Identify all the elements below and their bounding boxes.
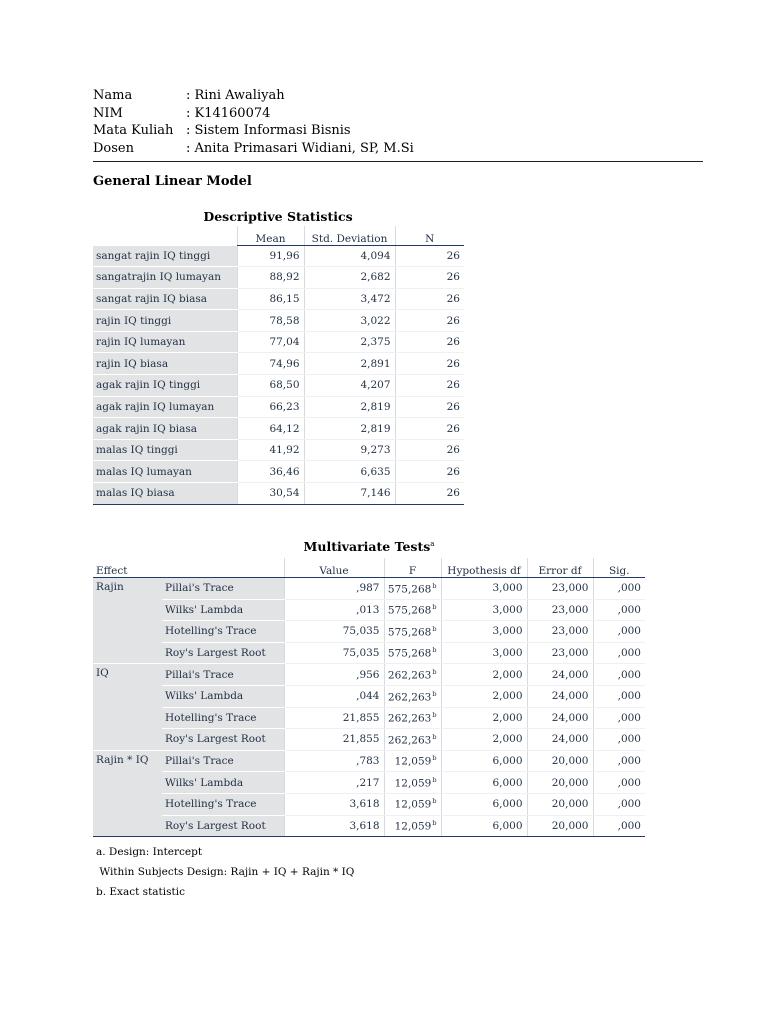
multivariate-title-text: Multivariate Tests: [303, 539, 431, 554]
cell-error-df: 20,000: [527, 772, 593, 794]
f-footnote-marker: b: [432, 603, 437, 612]
table-row: [93, 483, 464, 505]
f-value: 262,263: [387, 712, 432, 725]
cell-n: 26: [395, 310, 464, 332]
descriptive-title: Descriptive Statistics: [203, 209, 353, 224]
cell-mean: 66,23: [237, 396, 304, 418]
cell-error-df: 23,000: [527, 642, 593, 664]
cell-error-df: 20,000: [527, 750, 593, 772]
multivariate-header-row: [93, 558, 645, 578]
test-name: Roy's Largest Root: [162, 729, 284, 751]
cell-error-df: 20,000: [527, 793, 593, 815]
table-row: [93, 267, 464, 289]
header-label: Mata Kuliah: [93, 123, 174, 138]
cell-std-deviation: 4,094: [304, 246, 395, 267]
cell-f: [384, 642, 441, 664]
cell-sig: ,000: [593, 685, 645, 707]
cell-f: [384, 815, 441, 837]
cell-value: ,217: [284, 772, 384, 794]
header-value: : Anita Primasari Widiani, SP, M.Si: [186, 140, 414, 156]
cell-std-deviation: 3,472: [304, 288, 395, 310]
test-name: Hotelling's Trace: [162, 707, 284, 729]
blank-header: [93, 226, 237, 246]
table-row: [93, 418, 464, 440]
cell-mean: 64,12: [237, 418, 304, 440]
cell-value: ,044: [284, 685, 384, 707]
row-label: malas IQ biasa: [93, 483, 237, 505]
cell-value: 21,855: [284, 729, 384, 751]
cell-sig: ,000: [593, 729, 645, 751]
row-label: agak rajin IQ biasa: [93, 418, 237, 440]
cell-hypothesis-df: 6,000: [441, 815, 527, 837]
f-footnote-marker: b: [432, 797, 437, 806]
cell-hypothesis-df: 6,000: [441, 793, 527, 815]
cell-std-deviation: 2,891: [304, 353, 395, 375]
descriptive-statistics-table: [93, 226, 464, 505]
row-label: agak rajin IQ tinggi: [93, 375, 237, 397]
test-name: Roy's Largest Root: [162, 642, 284, 664]
cell-std-deviation: 3,022: [304, 310, 395, 332]
cell-f: [384, 750, 441, 772]
f-value: 262,263: [387, 669, 432, 682]
test-name: Wilks' Lambda: [162, 685, 284, 707]
row-label: agak rajin IQ lumayan: [93, 396, 237, 418]
table-row: [93, 685, 645, 707]
cell-error-df: 24,000: [527, 707, 593, 729]
cell-hypothesis-df: 3,000: [441, 599, 527, 621]
f-footnote-marker: b: [432, 646, 437, 655]
cell-n: 26: [395, 288, 464, 310]
row-label: sangat rajin IQ biasa: [93, 288, 237, 310]
f-value: 575,268: [387, 604, 432, 617]
header-row-nim: [93, 105, 703, 123]
cell-sig: ,000: [593, 621, 645, 643]
header-label: Dosen: [93, 140, 134, 156]
cell-mean: 86,15: [237, 288, 304, 310]
header-row-dosen: [93, 140, 703, 158]
f-footnote-marker: b: [432, 581, 437, 590]
cell-f: [384, 793, 441, 815]
cell-std-deviation: 2,375: [304, 331, 395, 353]
table-row: [93, 772, 645, 794]
f-value: 262,263: [387, 734, 432, 747]
table-row: [93, 396, 464, 418]
test-name: Roy's Largest Root: [162, 815, 284, 837]
cell-n: 26: [395, 461, 464, 483]
table-row: [93, 310, 464, 332]
col-n: N: [395, 226, 464, 246]
cell-mean: 74,96: [237, 353, 304, 375]
cell-f: [384, 599, 441, 621]
cell-value: 3,618: [284, 793, 384, 815]
table-row: [93, 750, 645, 772]
cell-f: [384, 772, 441, 794]
table-row: [93, 664, 645, 686]
table-row: [93, 353, 464, 375]
row-label: sangat rajin IQ tinggi: [93, 246, 237, 267]
cell-sig: ,000: [593, 772, 645, 794]
cell-value: 75,035: [284, 621, 384, 643]
cell-sig: ,000: [593, 707, 645, 729]
col-hypothesis-df: Hypothesis df: [441, 558, 527, 578]
cell-std-deviation: 2,819: [304, 418, 395, 440]
table-row: [93, 246, 464, 267]
cell-f: [384, 621, 441, 643]
cell-f: [384, 664, 441, 686]
cell-value: 21,855: [284, 707, 384, 729]
table-row: [93, 288, 464, 310]
table-row: [93, 461, 464, 483]
f-footnote-marker: b: [432, 711, 437, 720]
header-value: : K14160074: [186, 105, 271, 121]
header-value: : Rini Awaliyah: [186, 88, 285, 103]
cell-n: 26: [395, 331, 464, 353]
cell-n: 26: [395, 375, 464, 397]
col-f: F: [384, 558, 441, 578]
cell-mean: 88,92: [237, 267, 304, 289]
cell-n: 26: [395, 246, 464, 267]
row-label: sangatrajin IQ lumayan: [93, 267, 237, 289]
cell-f: [384, 578, 441, 600]
descriptive-header-row: [93, 226, 464, 246]
test-name: Hotelling's Trace: [162, 793, 284, 815]
cell-mean: 36,46: [237, 461, 304, 483]
cell-hypothesis-df: 6,000: [441, 772, 527, 794]
effect-label: IQ: [93, 664, 162, 750]
col-value: Value: [284, 558, 384, 578]
effect-label: Rajin * IQ: [93, 750, 162, 836]
cell-error-df: 20,000: [527, 815, 593, 837]
cell-value: ,783: [284, 750, 384, 772]
table-row: [93, 642, 645, 664]
table-row: [93, 578, 645, 600]
cell-n: 26: [395, 439, 464, 461]
row-label: rajin IQ tinggi: [93, 310, 237, 332]
cell-hypothesis-df: 2,000: [441, 707, 527, 729]
cell-std-deviation: 7,146: [304, 483, 395, 505]
cell-value: ,956: [284, 664, 384, 686]
table-row: [93, 599, 645, 621]
footnote-within-subjects: Within Subjects Design: Rajin + IQ + Rajin * IQ: [96, 866, 355, 878]
table-row: [93, 815, 645, 837]
cell-mean: 30,54: [237, 483, 304, 505]
f-value: 575,268: [387, 647, 432, 660]
row-label: malas IQ lumayan: [93, 461, 237, 483]
table-row: [93, 729, 645, 751]
multivariate-tests-table: [93, 558, 645, 837]
col-mean: Mean: [237, 226, 304, 246]
cell-f: [384, 685, 441, 707]
cell-hypothesis-df: 2,000: [441, 685, 527, 707]
cell-error-df: 23,000: [527, 599, 593, 621]
cell-f: [384, 707, 441, 729]
col-std-deviation: Std. Deviation: [304, 226, 395, 246]
f-value: 575,268: [387, 583, 432, 596]
cell-std-deviation: 6,635: [304, 461, 395, 483]
cell-hypothesis-df: 3,000: [441, 621, 527, 643]
cell-sig: ,000: [593, 815, 645, 837]
cell-f: [384, 729, 441, 751]
header-value: : Sistem Informasi Bisnis: [186, 123, 351, 138]
f-footnote-marker: b: [432, 732, 437, 741]
cell-n: 26: [395, 418, 464, 440]
cell-std-deviation: 4,207: [304, 375, 395, 397]
title-footnote-marker: a: [430, 539, 435, 548]
header-row-mata-kuliah: [93, 122, 703, 140]
footnote-b: b. Exact statistic: [96, 886, 185, 898]
cell-n: 26: [395, 483, 464, 505]
cell-error-df: 23,000: [527, 578, 593, 600]
cell-error-df: 24,000: [527, 664, 593, 686]
cell-mean: 77,04: [237, 331, 304, 353]
cell-n: 26: [395, 396, 464, 418]
multivariate-title: [93, 539, 645, 554]
identity-header: [93, 87, 703, 157]
f-footnote-marker: b: [432, 754, 437, 763]
f-value: 575,268: [387, 626, 432, 639]
col-sig: Sig.: [593, 558, 645, 578]
effect-label: Rajin: [93, 578, 162, 664]
cell-std-deviation: 9,273: [304, 439, 395, 461]
cell-sig: ,000: [593, 664, 645, 686]
f-value: 262,263: [387, 691, 432, 704]
cell-sig: ,000: [593, 793, 645, 815]
test-name: Pillai's Trace: [162, 578, 284, 600]
header-row-nama: [93, 87, 703, 105]
cell-std-deviation: 2,682: [304, 267, 395, 289]
cell-value: 75,035: [284, 642, 384, 664]
test-name: Wilks' Lambda: [162, 772, 284, 794]
cell-mean: 68,50: [237, 375, 304, 397]
cell-n: 26: [395, 267, 464, 289]
table-row: [93, 439, 464, 461]
table-row: [93, 793, 645, 815]
table-row: [93, 331, 464, 353]
footnotes: [96, 842, 354, 902]
row-label: rajin IQ lumayan: [93, 331, 237, 353]
cell-error-df: 24,000: [527, 685, 593, 707]
col-effect: Effect: [93, 558, 284, 578]
cell-hypothesis-df: 3,000: [441, 578, 527, 600]
cell-hypothesis-df: 6,000: [441, 750, 527, 772]
cell-hypothesis-df: 2,000: [441, 729, 527, 751]
row-label: malas IQ tinggi: [93, 439, 237, 461]
test-name: Pillai's Trace: [162, 664, 284, 686]
f-footnote-marker: b: [432, 819, 437, 828]
header-divider: [93, 161, 703, 162]
row-label: rajin IQ biasa: [93, 353, 237, 375]
test-name: Hotelling's Trace: [162, 621, 284, 643]
cell-sig: ,000: [593, 599, 645, 621]
f-footnote-marker: b: [432, 689, 437, 698]
header-label: NIM: [93, 105, 123, 121]
cell-sig: ,000: [593, 642, 645, 664]
cell-mean: 41,92: [237, 439, 304, 461]
f-footnote-marker: b: [432, 624, 437, 633]
cell-std-deviation: 2,819: [304, 396, 395, 418]
table-row: [93, 621, 645, 643]
cell-value: ,013: [284, 599, 384, 621]
f-value: 12,059: [394, 777, 432, 790]
table-row: [93, 707, 645, 729]
cell-error-df: 24,000: [527, 729, 593, 751]
footnote-a: a. Design: Intercept: [96, 846, 203, 858]
cell-n: 26: [395, 353, 464, 375]
cell-value: 3,618: [284, 815, 384, 837]
table-row: [93, 375, 464, 397]
f-footnote-marker: b: [432, 775, 437, 784]
test-name: Wilks' Lambda: [162, 599, 284, 621]
f-footnote-marker: b: [432, 667, 437, 676]
cell-sig: ,000: [593, 578, 645, 600]
f-value: 12,059: [394, 755, 432, 768]
cell-hypothesis-df: 3,000: [441, 642, 527, 664]
col-error-df: Error df: [527, 558, 593, 578]
cell-value: ,987: [284, 578, 384, 600]
f-value: 12,059: [394, 798, 432, 811]
section-title: General Linear Model: [93, 174, 252, 189]
cell-mean: 78,58: [237, 310, 304, 332]
cell-error-df: 23,000: [527, 621, 593, 643]
cell-mean: 91,96: [237, 246, 304, 267]
cell-sig: ,000: [593, 750, 645, 772]
header-label: Nama: [93, 88, 133, 103]
f-value: 12,059: [394, 820, 432, 833]
test-name: Pillai's Trace: [162, 750, 284, 772]
cell-hypothesis-df: 2,000: [441, 664, 527, 686]
